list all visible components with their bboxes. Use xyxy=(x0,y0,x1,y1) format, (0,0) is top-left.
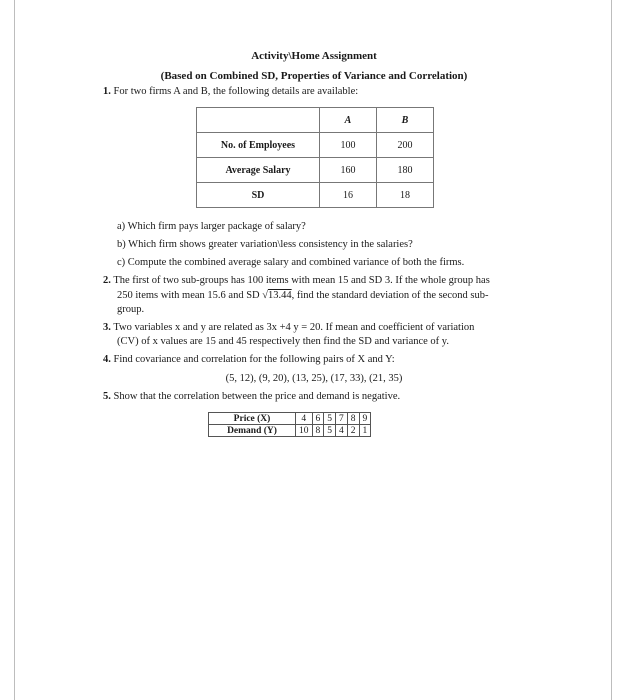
cell-b: 180 xyxy=(377,158,434,183)
question-1-part-b: b) Which firm shows greater variation\less consistency in the salaries? xyxy=(117,239,413,250)
row-label: No. of Employees xyxy=(197,133,320,158)
demand-cell: 8 xyxy=(312,425,324,437)
question-text-line-1: Two variables x and y are related as 3x +4 y = 20. If mean and coefficient of variation xyxy=(113,322,475,333)
table-row xyxy=(197,158,434,183)
firms-table xyxy=(196,107,434,208)
question-2 xyxy=(103,274,533,288)
price-cell: 6 xyxy=(312,413,324,425)
question-number: 1. xyxy=(103,86,111,97)
question-4-pairs: (5, 12), (9, 20), (13, 25), (17, 33), (21, 35) xyxy=(225,373,403,384)
row-label-demand: Demand (Y) xyxy=(209,425,296,437)
price-cell: 9 xyxy=(359,413,371,425)
row-label-price: Price (X) xyxy=(209,413,296,425)
sqrt-icon: √ xyxy=(262,290,269,301)
question-text-line-2a: 250 items with mean 15.6 and SD xyxy=(117,290,260,301)
question-2-line-2 xyxy=(117,289,488,303)
question-3 xyxy=(103,321,474,335)
demand-cell: 10 xyxy=(296,425,313,437)
demand-cell: 2 xyxy=(347,425,359,437)
question-number: 5. xyxy=(103,391,111,402)
question-1 xyxy=(103,85,358,99)
question-text-line-1: The first of two sub-groups has 100 items with mean 15 and SD 3. If the whole group has xyxy=(113,275,490,286)
document-page xyxy=(14,0,612,700)
cell-a: 100 xyxy=(320,133,377,158)
question-1-part-c: c) Compute the combined average salary and combined variance of both the firms. xyxy=(117,257,465,268)
document-title: Activity\Home Assignment xyxy=(251,50,377,62)
demand-cell: 4 xyxy=(336,425,348,437)
demand-cell: 1 xyxy=(359,425,371,437)
table-row xyxy=(197,183,434,208)
cell-a: 160 xyxy=(320,158,377,183)
question-2-line-3: group. xyxy=(117,304,145,315)
question-4 xyxy=(103,353,395,367)
row-label: SD xyxy=(197,183,320,208)
price-demand-table xyxy=(208,412,371,437)
cell-b: 200 xyxy=(377,133,434,158)
question-3-line-2: (CV) of x values are 15 and 45 respectively then find the SD and variance of y. xyxy=(117,336,450,347)
cell-a: 16 xyxy=(320,183,377,208)
sqrt-value: 13.44 xyxy=(268,290,292,301)
question-1-part-a: a) Which firm pays larger package of salary? xyxy=(117,221,306,232)
table-header-row xyxy=(197,108,434,133)
document-subtitle: (Based on Combined SD, Properties of Variance and Correlation) xyxy=(160,70,468,82)
question-text-line-2b: , find the standard deviation of the second sub- xyxy=(291,290,489,301)
question-number: 4. xyxy=(103,354,111,365)
price-cell: 7 xyxy=(336,413,348,425)
cell-b: 18 xyxy=(377,183,434,208)
question-5 xyxy=(103,390,400,404)
table-corner-cell xyxy=(197,108,320,133)
price-cell: 8 xyxy=(347,413,359,425)
question-text: For two firms A and B, the following details are available: xyxy=(113,86,359,97)
column-header-b: B xyxy=(377,108,434,133)
price-cell: 5 xyxy=(324,413,336,425)
column-header-a: A xyxy=(320,108,377,133)
demand-cell: 5 xyxy=(324,425,336,437)
question-text: Show that the correlation between the price and demand is negative. xyxy=(113,391,401,402)
price-cell: 4 xyxy=(296,413,313,425)
question-text: Find covariance and correlation for the following pairs of X and Y: xyxy=(113,354,395,365)
question-number: 3. xyxy=(103,322,111,333)
table-row xyxy=(209,413,371,425)
table-row xyxy=(209,425,371,437)
table-row xyxy=(197,133,434,158)
question-number: 2. xyxy=(103,275,111,286)
row-label: Average Salary xyxy=(197,158,320,183)
